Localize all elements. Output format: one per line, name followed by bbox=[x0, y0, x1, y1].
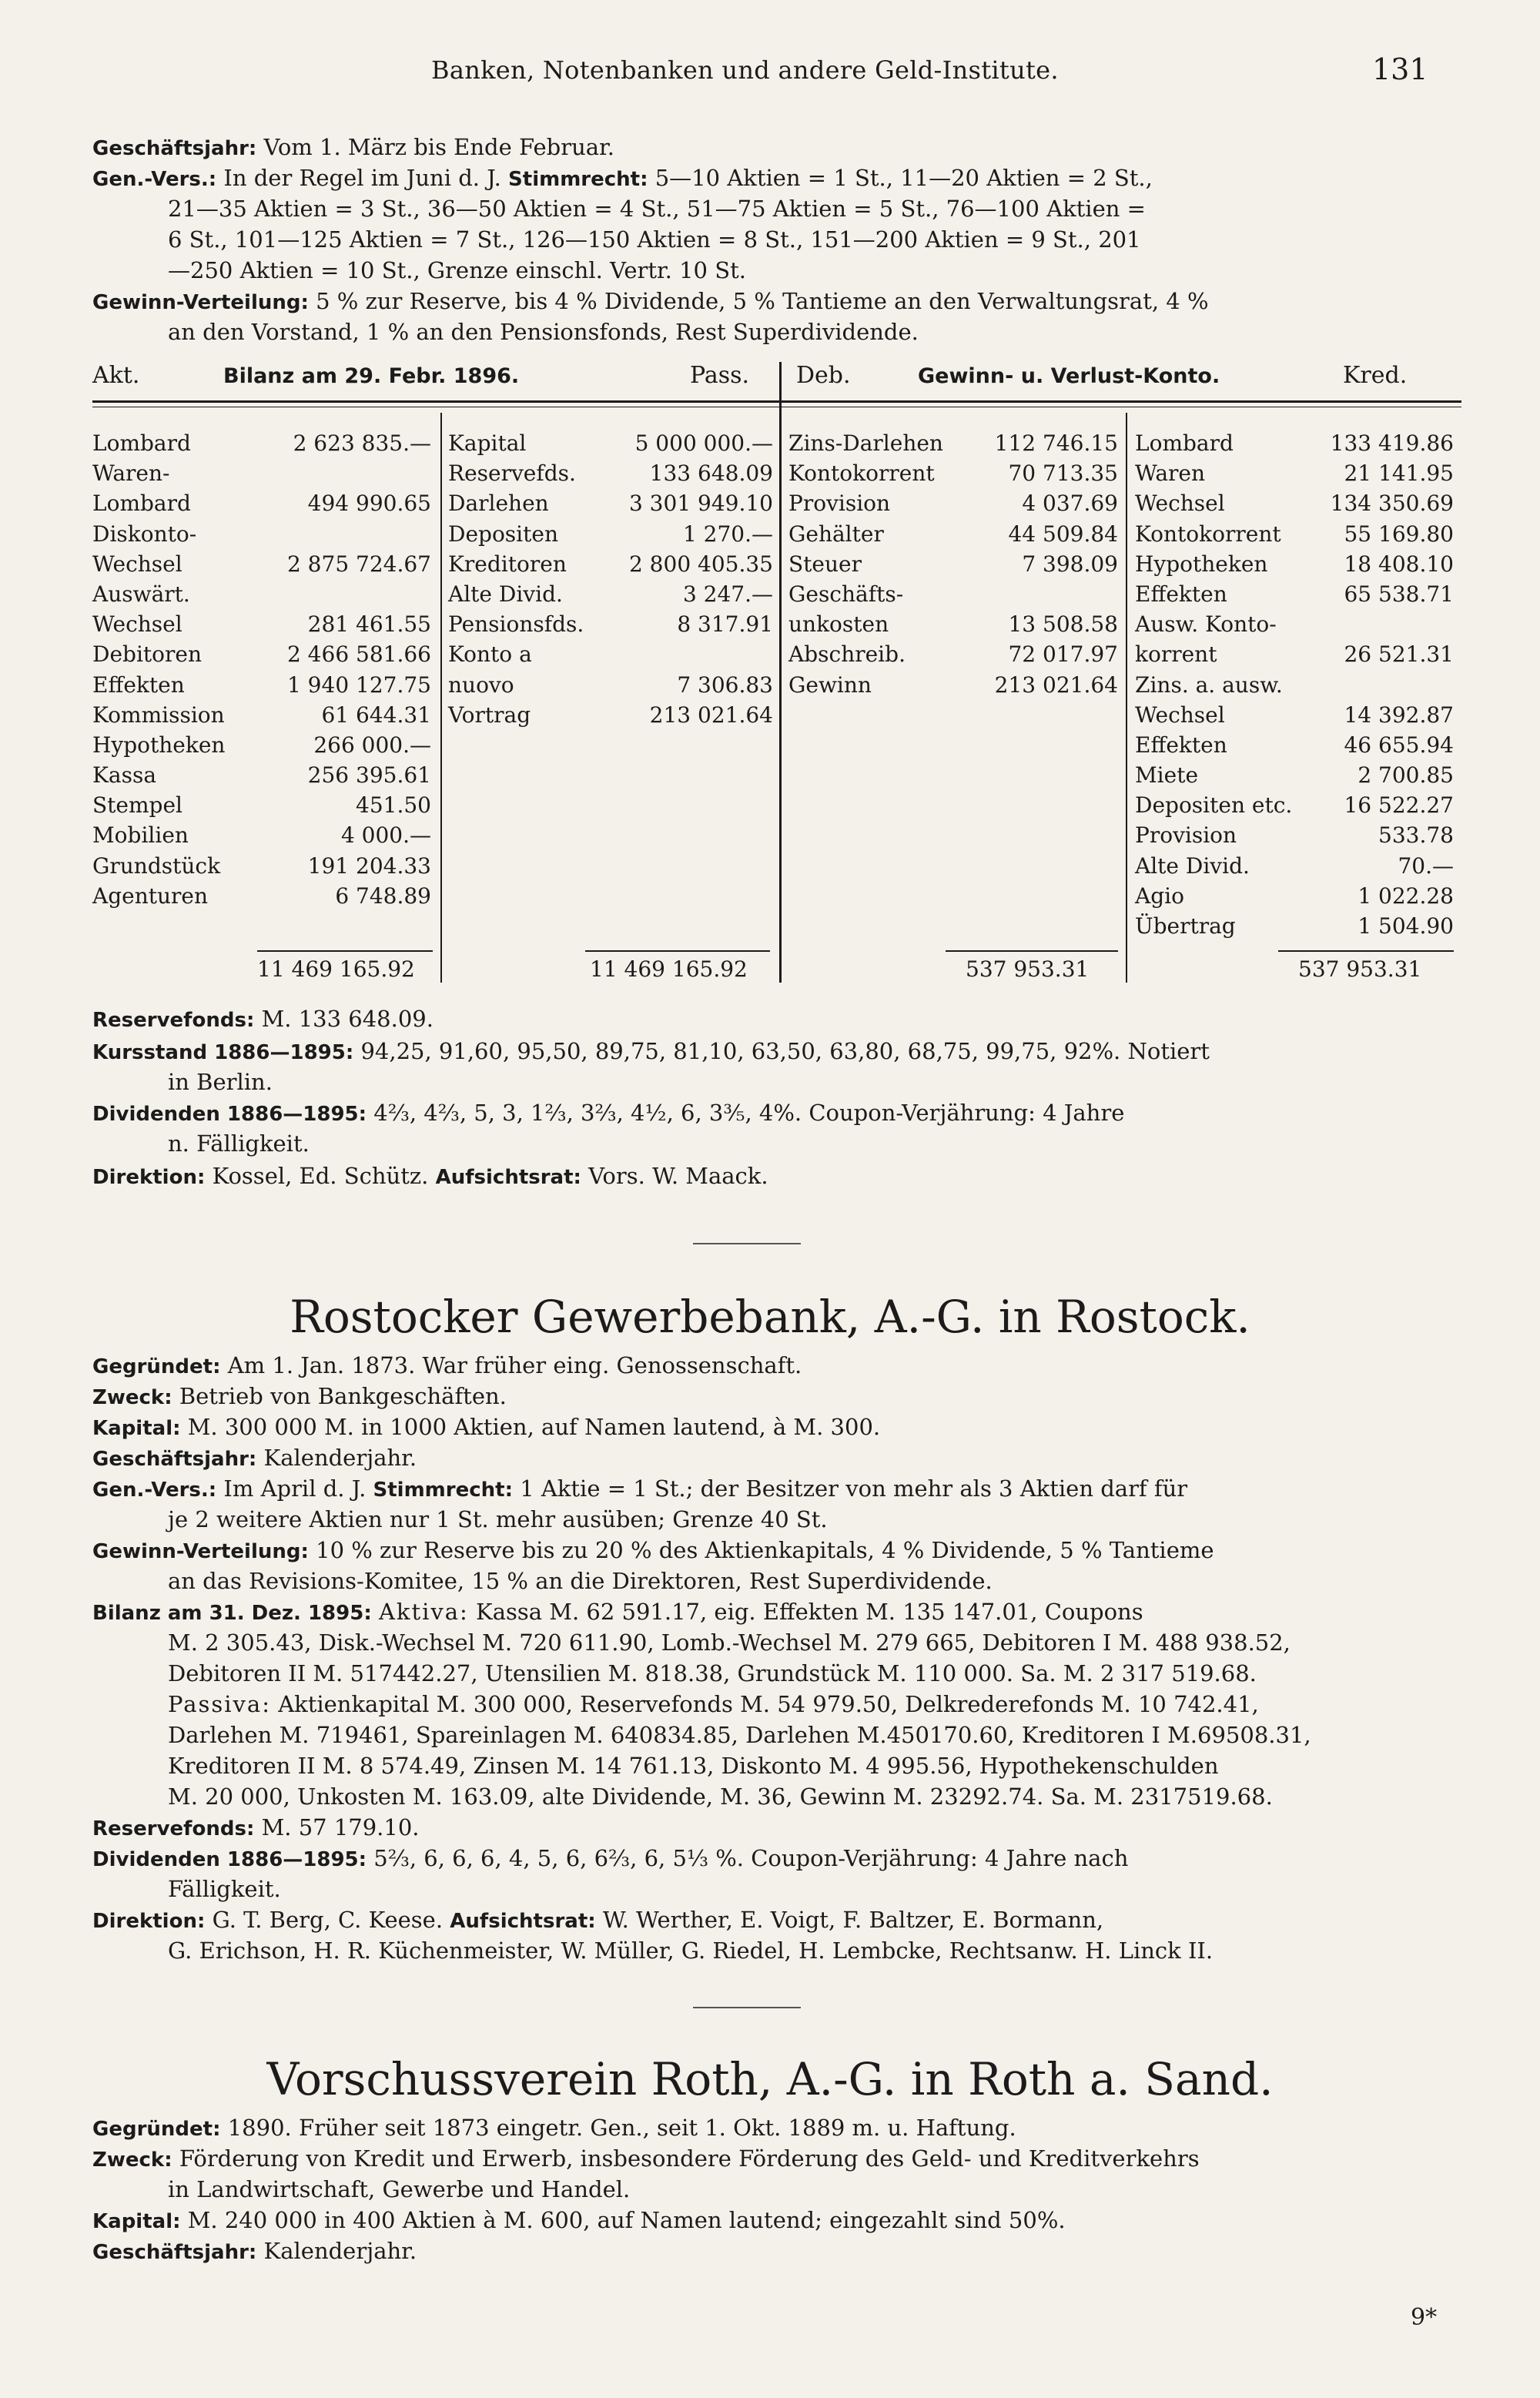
row-value: 494 990.65 bbox=[307, 491, 431, 517]
table-row bbox=[448, 458, 773, 488]
row-value: 3 247.— bbox=[682, 581, 773, 607]
total-debit: 537 953.31 bbox=[966, 956, 1090, 982]
row-label: Darlehen bbox=[448, 491, 549, 517]
table-row bbox=[92, 851, 431, 881]
bilanz-title: Bilanz am 29. Febr. 1896. bbox=[223, 364, 520, 388]
table-row bbox=[448, 609, 773, 639]
row-value: 1 940 127.75 bbox=[286, 672, 431, 698]
row-label: Kontokorrent bbox=[788, 461, 935, 487]
row-label: Kreditoren bbox=[448, 551, 567, 577]
row-value: 4 037.69 bbox=[1022, 491, 1118, 517]
row-value: 134 350.69 bbox=[1330, 491, 1454, 517]
roth-kapital: Kapital: M. 240 000 in 400 Aktien à M. 600, auf Namen lautend; eingezahlt sind 50%. bbox=[92, 2207, 1066, 2233]
row-label: Kapital bbox=[448, 430, 527, 456]
gewinn-line: Gewinn-Verteilung: 5 % zur Reserve, bis 4 % Dividende, 5 % Tantieme an den Verwaltungsrat, 4 % bbox=[92, 288, 1209, 314]
column-divider bbox=[1126, 413, 1127, 983]
table-row bbox=[788, 549, 1118, 579]
row-label: Auswärt. bbox=[92, 581, 190, 607]
row-value: 4 000.— bbox=[340, 822, 431, 849]
row-value: 72 017.97 bbox=[1008, 641, 1118, 668]
table-row bbox=[1135, 549, 1454, 579]
genvers-line: Gen.-Vers.: In der Regel im Juni d. J. Stimmrecht: 5—10 Aktien = 1 St., 11—20 Aktien = 2 St., bbox=[92, 165, 1153, 191]
row-value: 65 538.71 bbox=[1344, 581, 1454, 607]
table-row bbox=[448, 488, 773, 518]
table-row bbox=[788, 519, 1118, 549]
row-value: 7 306.83 bbox=[677, 672, 773, 698]
row-label: Zins-Darlehen bbox=[788, 430, 943, 456]
rostocker-bilanz-cont-4: Darlehen M. 719461, Spareinlagen M. 640834.85, Darlehen M.450170.60, Kreditoren I M.69508.31, bbox=[168, 1722, 1311, 1748]
row-value: 256 395.61 bbox=[307, 762, 431, 789]
table-row bbox=[1135, 579, 1454, 609]
rostocker-stimmrecht-cont: je 2 weitere Aktien nur 1 St. mehr ausüben; Grenze 40 St. bbox=[168, 1506, 828, 1532]
row-value: 2 623 835.— bbox=[293, 430, 431, 456]
row-label: Vortrag bbox=[448, 702, 531, 728]
table-row bbox=[1135, 428, 1454, 458]
table-row bbox=[788, 639, 1118, 669]
row-value: 2 800 405.35 bbox=[628, 551, 773, 577]
row-value: 61 644.31 bbox=[321, 702, 431, 728]
total-rule bbox=[585, 950, 770, 952]
running-header: Banken, Notenbanken und andere Geld-Institute. bbox=[431, 55, 1059, 85]
row-label: Reservefds. bbox=[448, 461, 576, 487]
row-label: Kontokorrent bbox=[1135, 521, 1281, 547]
row-value: 281 461.55 bbox=[307, 611, 431, 638]
row-value: 18 408.10 bbox=[1344, 551, 1454, 577]
table-row bbox=[1135, 609, 1454, 639]
rostocker-aufsichtsrat-cont: G. Erichson, H. R. Küchenmeister, W. Müller, G. Riedel, H. Lembcke, Rechtsanw. H. Linck II. bbox=[168, 1937, 1214, 1964]
table-row bbox=[448, 639, 773, 669]
table-row bbox=[788, 458, 1118, 488]
row-label: unkosten bbox=[788, 611, 889, 638]
roth-title: Vorschussverein Roth, A.-G. in Roth a. Sand. bbox=[266, 2053, 1274, 2105]
row-value: 7 398.09 bbox=[1022, 551, 1118, 577]
row-value: 70.— bbox=[1398, 852, 1454, 879]
row-label: Kassa bbox=[92, 762, 157, 789]
aktiva-column bbox=[92, 428, 431, 911]
geschaeftsjahr-line: Geschäftsjahr: Vom 1. März bis Ende Februar. bbox=[92, 134, 614, 160]
row-label: Kommission bbox=[92, 702, 225, 728]
rostocker-gegruendet: Gegründet: Am 1. Jan. 1873. War früher eing. Genossenschaft. bbox=[92, 1352, 802, 1378]
row-label: Wechsel bbox=[92, 611, 182, 638]
roth-gegruendet: Gegründet: 1890. Früher seit 1873 eingetr. Gen., seit 1. Okt. 1889 m. u. Haftung. bbox=[92, 2115, 1016, 2141]
row-value: 112 746.15 bbox=[994, 430, 1118, 456]
row-value: 266 000.— bbox=[313, 732, 431, 758]
row-label: Gewinn bbox=[788, 672, 872, 698]
row-label: Diskonto- bbox=[92, 521, 197, 547]
stimmrecht-cont-2: 6 St., 101—125 Aktien = 7 St., 126—150 Aktien = 8 St., 151—200 Aktien = 9 St., 201 bbox=[168, 226, 1141, 253]
row-value: 1 022.28 bbox=[1358, 883, 1454, 909]
table-row bbox=[788, 428, 1118, 458]
kred-label: Kred. bbox=[1343, 362, 1408, 389]
table-row bbox=[448, 700, 773, 730]
row-label: Steuer bbox=[788, 551, 862, 577]
page-number: 131 bbox=[1372, 52, 1428, 86]
pass-label: Pass. bbox=[690, 362, 750, 389]
debit-column bbox=[788, 428, 1118, 700]
row-value: 213 021.64 bbox=[994, 672, 1118, 698]
rostocker-bilanz-cont-2: Debitoren II M. 517442.27, Utensilien M. 818.38, Grundstück M. 110 000. Sa. M. 2 317 519.68. bbox=[168, 1660, 1257, 1686]
rostocker-title: Rostocker Gewerbebank, A.-G. in Rostock. bbox=[290, 1291, 1250, 1343]
table-row bbox=[92, 790, 431, 820]
row-label: Agenturen bbox=[92, 883, 209, 909]
kursstand-cont: in Berlin. bbox=[168, 1069, 273, 1095]
total-rule bbox=[257, 950, 433, 952]
table-row bbox=[788, 670, 1118, 700]
table-row bbox=[1135, 670, 1454, 700]
rostocker-genvers: Gen.-Vers.: Im April d. J. Stimmrecht: 1 Aktie = 1 St.; der Besitzer von mehr als 3 Aktien darf für bbox=[92, 1475, 1188, 1502]
kursstand-line: Kursstand 1886—1895: 94,25, 91,60, 95,50, 89,75, 81,10, 63,50, 63,80, 68,75, 99,75, 92%. Notiert bbox=[92, 1038, 1210, 1064]
row-value: 6 748.89 bbox=[335, 883, 431, 909]
signature-mark: 9* bbox=[1411, 2304, 1438, 2331]
credit-column bbox=[1135, 428, 1454, 941]
table-row bbox=[448, 428, 773, 458]
row-label: nuovo bbox=[448, 672, 514, 698]
row-value: 133 648.09 bbox=[649, 461, 773, 487]
table-row bbox=[448, 519, 773, 549]
rostocker-geschaeftsjahr: Geschäftsjahr: Kalenderjahr. bbox=[92, 1445, 417, 1471]
rostocker-dividenden-cont: Fälligkeit. bbox=[168, 1876, 281, 1902]
row-value: 133 419.86 bbox=[1330, 430, 1454, 456]
rostocker-bilanz-cont-5: Kreditoren II M. 8 574.49, Zinsen M. 14 761.13, Diskonto M. 4 995.56, Hypothekenschulden bbox=[168, 1753, 1219, 1779]
row-label: Hypotheken bbox=[92, 732, 226, 758]
table-row bbox=[1135, 851, 1454, 881]
table-row bbox=[1135, 639, 1454, 669]
table-row bbox=[788, 579, 1118, 609]
row-label: Waren- bbox=[92, 461, 170, 487]
column-divider-main bbox=[779, 362, 782, 983]
row-value: 13 508.58 bbox=[1008, 611, 1118, 638]
rostocker-bilanz-cont-6: M. 20 000, Unkosten M. 163.09, alte Dividende, M. 36, Gewinn M. 23292.74. Sa. M. 2317519.68. bbox=[168, 1783, 1273, 1810]
row-label: Hypotheken bbox=[1135, 551, 1268, 577]
table-row bbox=[1135, 911, 1454, 941]
table-row bbox=[92, 488, 431, 518]
table-row bbox=[92, 881, 431, 911]
row-label: Effekten bbox=[1135, 581, 1227, 607]
table-row bbox=[92, 670, 431, 700]
row-value: 5 000 000.— bbox=[634, 430, 773, 456]
row-value: 213 021.64 bbox=[649, 702, 773, 728]
table-row bbox=[1135, 730, 1454, 760]
row-value: 191 204.33 bbox=[307, 852, 431, 879]
row-label: Zins. a. ausw. bbox=[1135, 672, 1283, 698]
table-row bbox=[92, 549, 431, 579]
dividenden-line: Dividenden 1886—1895: 4⅔, 4⅔, 5, 3, 1⅔, 3⅔, 4½, 6, 3⅗, 4%. Coupon-Verjährung: 4 Jahre bbox=[92, 1100, 1125, 1126]
row-value: 21 141.95 bbox=[1344, 461, 1454, 487]
direktion-line: Direktion: Kossel, Ed. Schütz. Aufsichtsrat: Vors. W. Maack. bbox=[92, 1163, 768, 1189]
row-label: Geschäfts- bbox=[788, 581, 904, 607]
dividenden-cont: n. Fälligkeit. bbox=[168, 1130, 310, 1157]
rostocker-gewinn: Gewinn-Verteilung: 10 % zur Reserve bis zu 20 % des Aktienkapitals, 4 % Dividende, 5 % Tantieme bbox=[92, 1537, 1214, 1563]
row-label: Abschreib. bbox=[788, 641, 906, 668]
section-divider bbox=[693, 2007, 801, 2008]
row-label: Miete bbox=[1135, 762, 1199, 789]
table-row bbox=[92, 760, 431, 790]
table-row bbox=[92, 730, 431, 760]
rostocker-direktion: Direktion: G. T. Berg, C. Keese. Aufsichtsrat: W. Werther, E. Voigt, F. Baltzer, E. Bormann, bbox=[92, 1907, 1104, 1933]
row-label: Lombard bbox=[92, 491, 191, 517]
rostocker-zweck: Zweck: Betrieb von Bankgeschäften. bbox=[92, 1383, 507, 1409]
row-value: 1 504.90 bbox=[1358, 913, 1454, 939]
row-label: Wechsel bbox=[92, 551, 182, 577]
row-value: 8 317.91 bbox=[677, 611, 773, 638]
table-row bbox=[92, 820, 431, 850]
row-value: 2 700.85 bbox=[1358, 762, 1454, 789]
table-row bbox=[1135, 790, 1454, 820]
rostocker-gewinn-cont: an das Revisions-Komitee, 15 % an die Direktoren, Rest Superdividende. bbox=[168, 1568, 993, 1594]
table-row bbox=[1135, 700, 1454, 730]
row-label: Wechsel bbox=[1135, 491, 1225, 517]
row-label: Pensionsfds. bbox=[448, 611, 584, 638]
table-row bbox=[92, 700, 431, 730]
row-value: 451.50 bbox=[356, 792, 431, 819]
row-label: Depositen etc. bbox=[1135, 792, 1293, 819]
stimmrecht-cont-3: —250 Aktien = 10 St., Grenze einschl. Vertr. 10 St. bbox=[168, 257, 746, 283]
row-value: 44 509.84 bbox=[1008, 521, 1118, 547]
row-value: 2 466 581.66 bbox=[286, 641, 431, 668]
akt-label: Akt. bbox=[92, 362, 140, 389]
rostocker-dividenden: Dividenden 1886—1895: 5⅔, 6, 6, 6, 4, 5, 6, 6⅔, 6, 5⅓ %. Coupon-Verjährung: 4 Jahre nach bbox=[92, 1845, 1129, 1871]
roth-geschaeftsjahr: Geschäftsjahr: Kalenderjahr. bbox=[92, 2238, 417, 2264]
row-label: Ausw. Konto- bbox=[1135, 611, 1277, 638]
table-row bbox=[1135, 519, 1454, 549]
rostocker-bilanz-cont-1: M. 2 305.43, Disk.-Wechsel M. 720 611.90, Lomb.-Wechsel M. 279 665, Debitoren I M. 488 938.52, bbox=[168, 1629, 1291, 1656]
table-row bbox=[92, 609, 431, 639]
deb-label: Deb. bbox=[796, 362, 851, 389]
row-label: Debitoren bbox=[92, 641, 202, 668]
row-value: 70 713.35 bbox=[1008, 461, 1118, 487]
row-label: Stempel bbox=[92, 792, 183, 819]
reservefonds-line: Reservefonds: M. 133 648.09. bbox=[92, 1006, 434, 1032]
row-label: Depositen bbox=[448, 521, 558, 547]
table-row bbox=[92, 519, 431, 549]
row-label: Effekten bbox=[1135, 732, 1227, 758]
table-row bbox=[92, 428, 431, 458]
table-row bbox=[788, 609, 1118, 639]
row-label: Provision bbox=[1135, 822, 1237, 849]
row-label: Alte Divid. bbox=[448, 581, 563, 607]
roth-zweck: Zweck: Förderung von Kredit und Erwerb, insbesondere Förderung des Geld- und Kreditverkehrs bbox=[92, 2145, 1200, 2172]
row-label: Gehälter bbox=[788, 521, 884, 547]
roth-zweck-cont: in Landwirtschaft, Gewerbe und Handel. bbox=[168, 2176, 631, 2202]
stimmrecht-cont-1: 21—35 Aktien = 3 St., 36—50 Aktien = 4 St., 51—75 Aktien = 5 St., 76—100 Aktien = bbox=[168, 196, 1146, 222]
table-row bbox=[788, 488, 1118, 518]
table-row bbox=[1135, 488, 1454, 518]
table-row bbox=[1135, 820, 1454, 850]
row-value: 46 655.94 bbox=[1344, 732, 1454, 758]
guv-title: Gewinn- u. Verlust-Konto. bbox=[918, 364, 1220, 388]
row-label: Mobilien bbox=[92, 822, 189, 849]
section-divider bbox=[693, 1243, 801, 1244]
table-row bbox=[448, 549, 773, 579]
row-label: Waren bbox=[1135, 461, 1206, 487]
row-value: 14 392.87 bbox=[1344, 702, 1454, 728]
row-label: Agio bbox=[1135, 883, 1184, 909]
total-rule bbox=[1278, 950, 1454, 952]
row-value: 55 169.80 bbox=[1344, 521, 1454, 547]
row-label: korrent bbox=[1135, 641, 1217, 668]
total-rule bbox=[946, 950, 1118, 952]
total-aktiva: 11 469 165.92 bbox=[257, 956, 415, 982]
row-label: Alte Divid. bbox=[1135, 852, 1250, 879]
table-rule-top bbox=[92, 400, 1461, 403]
row-label: Grundstück bbox=[92, 852, 221, 879]
rostocker-reservefonds: Reservefonds: M. 57 179.10. bbox=[92, 1814, 420, 1840]
row-label: Effekten bbox=[92, 672, 185, 698]
rostocker-kapital: Kapital: M. 300 000 M. in 1000 Aktien, auf Namen lautend, à M. 300. bbox=[92, 1414, 881, 1440]
total-passiva: 11 469 165.92 bbox=[590, 956, 748, 982]
row-value: 2 875 724.67 bbox=[286, 551, 431, 577]
table-row bbox=[1135, 881, 1454, 911]
rostocker-bilanz-cont-3: Passiva: Aktienkapital M. 300 000, Reservefonds M. 54 979.50, Delkrederefonds M. 10 742.41, bbox=[168, 1691, 1259, 1717]
row-label: Konto a bbox=[448, 641, 532, 668]
row-value: 16 522.27 bbox=[1344, 792, 1454, 819]
row-label: Provision bbox=[788, 491, 891, 517]
table-row bbox=[1135, 760, 1454, 790]
table-row bbox=[1135, 458, 1454, 488]
row-value: 1 270.— bbox=[682, 521, 773, 547]
table-row bbox=[92, 458, 431, 488]
row-value: 3 301 949.10 bbox=[628, 491, 773, 517]
row-label: Übertrag bbox=[1135, 913, 1236, 939]
row-value: 26 521.31 bbox=[1344, 641, 1454, 668]
total-credit: 537 953.31 bbox=[1298, 956, 1422, 982]
row-value: 533.78 bbox=[1378, 822, 1454, 849]
gewinn-cont: an den Vorstand, 1 % an den Pensionsfonds, Rest Superdividende. bbox=[168, 319, 919, 345]
table-row bbox=[448, 579, 773, 609]
row-label: Lombard bbox=[1135, 430, 1234, 456]
row-label: Wechsel bbox=[1135, 702, 1225, 728]
table-row bbox=[448, 670, 773, 700]
table-row bbox=[92, 639, 431, 669]
row-label: Lombard bbox=[92, 430, 191, 456]
column-divider bbox=[440, 413, 442, 983]
table-row bbox=[92, 579, 431, 609]
passiva-column bbox=[448, 428, 773, 730]
rostocker-bilanz: Bilanz am 31. Dez. 1895: Aktiva: Kassa M. 62 591.17, eig. Effekten M. 135 147.01, Coupons bbox=[92, 1599, 1143, 1625]
